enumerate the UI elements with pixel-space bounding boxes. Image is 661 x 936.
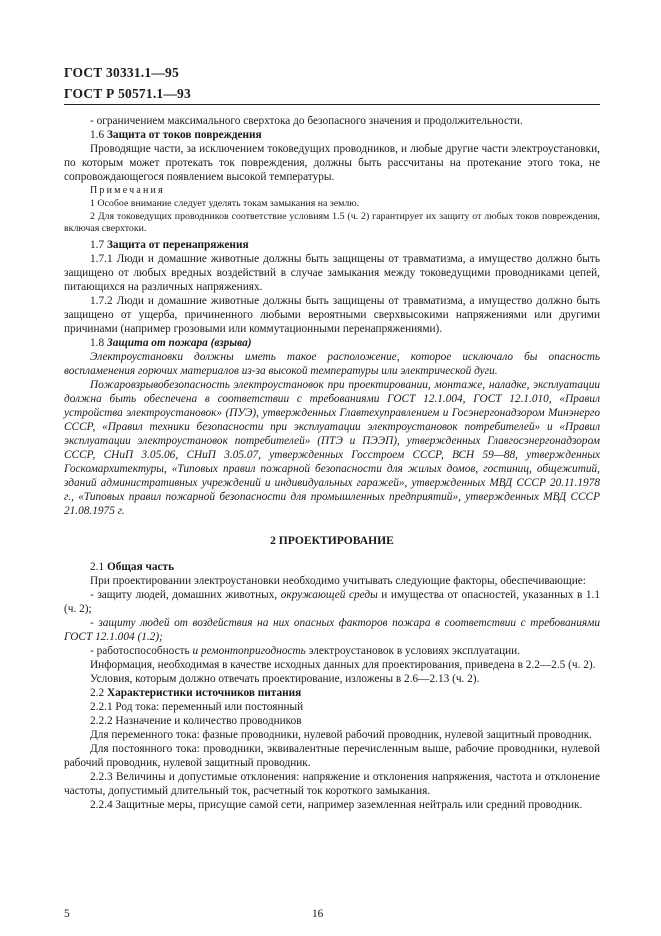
- section-1-7-1: 1.7.1 Люди и домашние животные должны быть защищены от травматизма, а имущество должно быть защищено от любых вредных воздействий в случае замыкания между токоведущими проводниками цепей, питающихся на различных напряжениях.: [64, 252, 600, 293]
- section-title: Защита от перенапряжения: [106, 238, 249, 251]
- paragraph-ac: Для переменного тока: фазные проводники, нулевой рабочий проводник, нулевой защитный проводник.: [90, 728, 593, 741]
- bullet-text: и имущества от опасностей, указанных в 1.1 (ч. 2);: [64, 588, 600, 615]
- bullet-3: [64, 644, 600, 658]
- standard-number-1: ГОСТ 30331.1—95: [64, 65, 179, 80]
- paragraph-conditions: Условия, которым должно отвечать проектирование, изложены в 2.6—2.13 (ч. 2).: [90, 672, 480, 685]
- section-title: Защита от токов повреждения: [106, 129, 262, 141]
- section-number: 2.2: [90, 686, 107, 699]
- section-1-8-paragraph-2: Пожаровзрывобезопасность электроустановок при проектировании, монтаже, наладке, эксплуатации должна быть обеспечена в соответствии с требованиями ГОСТ 12.1.004, ГОСТ 12.1.010, «Правил устройства электроустановок» (ПУЭ), утвержденных Главтехуправлением и Госэнергонадзором Минэнерго СССР, «Правил техники безопасности при эксплуатации электроустановок потребителей» и «Правил эксплуатации электроустановок потребителей» (ПТЭ и ПЭЭП), утвержденных Главгосэнергонадзором СССР, СНиП 3.05.06, СНиП 3.05.07, утвержденных Госстроем СССР, ВСН 59—88, утвержденных Госкомархитектуры, «Типовых правил пожарной безопасности для жилых домов, гостиниц, общежитий, зданий административных учреждений и индивидуальных гаражей», утвержденных МВД СССР 20.11.1978 г., «Типовых правил пожарной безопасности для промышленных предприятий», утвержденных МВД СССР 21.08.1975 г.: [64, 378, 600, 517]
- section-title: Характеристики источников питания: [106, 686, 302, 699]
- section-number: 2.1: [90, 560, 107, 573]
- section-number: 1.8: [90, 336, 107, 349]
- bullet-text-italic: окружающей среды: [280, 588, 378, 601]
- standard-number-2: ГОСТ Р 50571.1—93: [64, 86, 191, 101]
- notes-label: Примечания: [90, 185, 165, 196]
- section-2-2-4: 2.2.4 Защитные меры, присущие самой сети, например заземленная нейтраль или средний проводник.: [90, 798, 583, 811]
- section-number: 1.6: [90, 129, 107, 141]
- section-1-8-heading: [64, 336, 600, 350]
- section-1-7-2: 1.7.2 Люди и домашние животные должны быть защищены от травматизма, а имущество должно быть защищено от ущерба, причиненного любыми вероятными сверхвысокими напряжениями или другими причинами (например грозовыми или коммутационными перенапряжениями).: [64, 294, 600, 335]
- section-2-2-1: 2.2.1 Род тока: переменный или постоянный: [90, 700, 304, 713]
- paragraph-dc: Для постоянного тока: проводники, эквивалентные перечисленным выше, рабочие проводники, нулевой рабочий проводник, нулевой защитный проводник.: [64, 742, 600, 769]
- section-1-8-paragraph-1: Электроустановки должны иметь такое расположение, которое исключало бы опасность воспламенения горючих материалов из-за высокой температуры или электрической дуги.: [64, 350, 600, 377]
- bullet-text-italic: и ремонтопригодность: [192, 644, 306, 657]
- section-1-7-heading: [64, 238, 600, 252]
- bullet-text: электроустановок в условиях эксплуатации.: [305, 644, 521, 657]
- header-rule: [64, 104, 600, 105]
- note-1: 1 Особое внимание следует уделять токам замыкания на землю.: [90, 198, 360, 209]
- paragraph-intro: - ограничением максимального сверхтока до безопасного значения и продолжительности.: [90, 115, 523, 127]
- bullet-1: [64, 588, 600, 616]
- bullet-text: - защиту людей, домашних животных,: [90, 588, 281, 601]
- section-2-2-3: 2.2.3 Величины и допустимые отклонения: напряжение и отклонения напряжения, частота и отклонение частоты, допустимый длительный ток, расчетный ток короткого замыкания.: [64, 770, 600, 797]
- section-number: 1.7: [90, 238, 107, 251]
- bullet-2: - защиту людей от воздействия на них опасных факторов пожара в соответствии с требованиями ГОСТ 12.1.004 (1.2);: [64, 616, 600, 643]
- paragraph-info: Информация, необходимая в качестве исходных данных для проектирования, приведена в 2.2—2.5 (ч. 2).: [90, 658, 596, 671]
- section-1-6-heading: [64, 128, 600, 142]
- footer-left-number: 5: [64, 908, 70, 920]
- section-2-2-2: 2.2.2 Назначение и количество проводников: [90, 714, 302, 727]
- document-body: [64, 114, 600, 812]
- section-2-1-paragraph: При проектировании электроустановки необходимо учитывать следующие факторы, обеспечивающие:: [90, 574, 586, 587]
- note-2: 2 Для токоведущих проводников соответствие условиям 1.5 (ч. 2) гарантирует их защиту от любых токов повреждения, включая сверхтоки.: [64, 210, 600, 234]
- section-title: Общая часть: [106, 560, 175, 573]
- bullet-text: - работоспособность: [90, 644, 193, 657]
- page-number: 16: [312, 908, 324, 920]
- section-2-2-heading: [64, 686, 600, 700]
- section-title: Защита от пожара (взрыва): [106, 336, 252, 349]
- section-1-6-text: Проводящие части, за исключением токоведущих проводников, и любые другие части электроустановки, по которым может протекать ток повреждения, должны быть рассчитаны на протекание этого тока, не сопровождающегося появлением высокой температуры.: [64, 143, 600, 183]
- section-2-1-heading: [64, 560, 600, 574]
- section-2-title: 2 ПРОЕКТИРОВАНИЕ: [270, 533, 394, 547]
